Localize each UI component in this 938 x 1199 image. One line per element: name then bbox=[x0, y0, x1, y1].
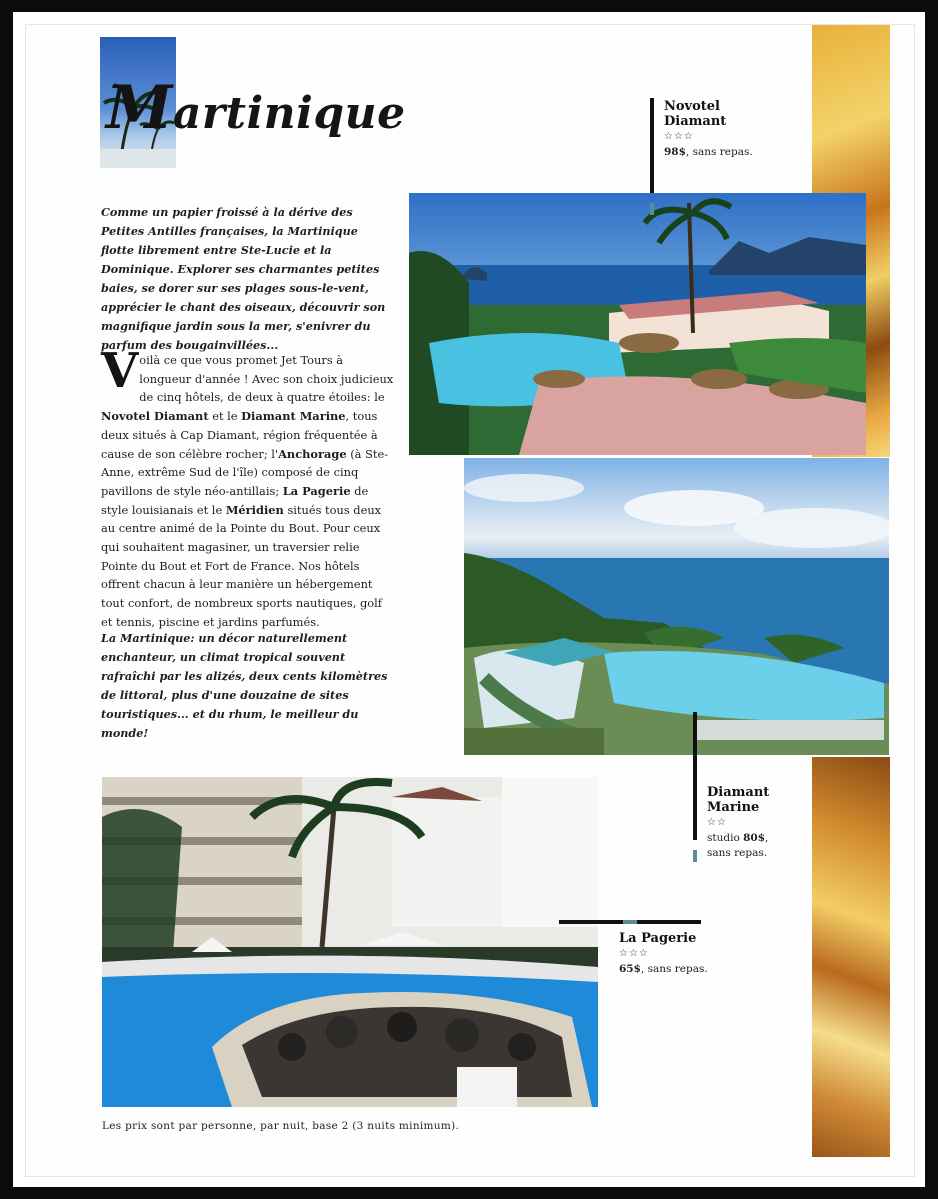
page bbox=[13, 12, 925, 1187]
hotel-name-line2: Diamant bbox=[664, 114, 727, 129]
hotel-divider-accent bbox=[693, 850, 697, 862]
page-title bbox=[106, 73, 406, 143]
decorative-flower-strip-bottom bbox=[812, 757, 890, 1157]
hotel-price bbox=[619, 962, 759, 977]
body-text: oilà ce que vous promet Jet Tours à longueur d'année ! Avec son choix judicieux de cinq hôtels, de deux à quatre étoiles: le bbox=[139, 353, 394, 405]
star-rating-icon: ☆☆☆ bbox=[664, 131, 694, 142]
closing-paragraph: La Martinique: un décor naturellement enchanteur, un climat tropical souvent rafraîchi par les alizés, deux cents kilomètres de littoral, plus d'une douzaine de sites touristiques... et du rhum, le meilleur du monde! bbox=[101, 631, 388, 740]
hotel-divider-accent bbox=[650, 203, 654, 215]
hotel-name-line1: Diamant bbox=[707, 785, 770, 800]
hotel-mention-novotel: Novotel Diamant bbox=[101, 409, 209, 424]
star-rating-icon: ☆☆ bbox=[707, 817, 727, 828]
photo-novotel-diamant bbox=[409, 193, 866, 455]
hotel-mention-anchorage: Anchorage bbox=[278, 446, 347, 461]
body-text: situés tous deux au centre animé de la Pointe du Bout. Pour ceux qui souhaitent magasiner, un traversier relie Pointe du Bout et Fort de France. Nos hôtels offrent chacun à leur manière un hébergement tout confort, de nombreux sports nautiques, golf et tennis, piscine et jardins parfumés. bbox=[101, 502, 383, 629]
price-prefix: studio bbox=[707, 832, 744, 844]
price-value: 80$ bbox=[743, 832, 766, 844]
hotel-name bbox=[707, 800, 807, 815]
hotel-name bbox=[664, 114, 804, 129]
hotel-name-line2: Marine bbox=[707, 800, 760, 815]
photo-diamant-marine-scene bbox=[464, 458, 889, 755]
hotel-name bbox=[664, 99, 804, 114]
body-text: (à Ste-Anne, extrême Sud de l'île) composé de cinq pavillons de style néo-antillais; bbox=[101, 446, 389, 498]
title-rest: artinique bbox=[172, 88, 406, 139]
hotel-card-la-pagerie bbox=[619, 931, 759, 977]
hotel-divider-horizontal bbox=[559, 920, 701, 924]
hotel-card-diamant-marine bbox=[707, 785, 807, 861]
body-text: et le bbox=[208, 409, 242, 424]
price-note: , bbox=[765, 832, 769, 844]
drop-cap: V bbox=[101, 343, 139, 399]
price-note: , sans repas. bbox=[640, 963, 708, 975]
brochure-page bbox=[25, 24, 915, 1177]
price-note: , sans repas. bbox=[685, 146, 753, 158]
body-text: de style louisianais et le bbox=[101, 483, 369, 517]
hotel-price-line2: sans repas. bbox=[707, 847, 768, 859]
intro-paragraph: Comme un papier froissé à la dérive des Petites Antilles françaises, la Martinique flotte librement entre Ste-Lucie et la Dominique. Explorer ses charmantes petites baies, se dorer sur ses plages sous-le-vent, apprécier le chant des oiseaux, découvrir son magnifique jardin sous la mer, s'enivrer du parfum des bougainvillées... bbox=[101, 205, 386, 352]
price-value: 65$ bbox=[619, 963, 641, 975]
hotel-mention-diamant-marine: Diamant Marine bbox=[241, 409, 346, 424]
photo-la-pagerie bbox=[102, 777, 598, 1107]
hotel-price bbox=[664, 145, 804, 160]
photo-la-pagerie-scene bbox=[102, 777, 598, 1107]
hotel-mention-la-pagerie: La Pagerie bbox=[282, 483, 351, 498]
hotel-price bbox=[707, 831, 807, 846]
hotel-name bbox=[707, 785, 807, 800]
title-initial: M bbox=[106, 73, 173, 143]
hotel-card-novotel-diamant bbox=[664, 99, 804, 160]
hotel-mention-meridien: Méridien bbox=[225, 502, 284, 517]
hotel-name bbox=[619, 931, 759, 946]
photo-diamant-marine bbox=[464, 458, 889, 755]
hotel-divider-bar bbox=[650, 98, 654, 193]
price-value: 98$ bbox=[664, 146, 686, 158]
body-paragraph bbox=[101, 343, 396, 632]
body-text: , tous deux situés à Cap Diamant, région fréquentée à cause de son célèbre rocher; l' bbox=[101, 409, 378, 461]
star-rating-icon: ☆☆☆ bbox=[619, 948, 649, 959]
hotel-name-line1: La Pagerie bbox=[619, 931, 697, 946]
photo-novotel-scene bbox=[409, 193, 866, 455]
price-footnote: Les prix sont par personne, par nuit, base 2 (3 nuits minimum). bbox=[102, 1120, 460, 1132]
hotel-name-line1: Novotel bbox=[664, 99, 720, 114]
hotel-divider-bar bbox=[693, 712, 697, 840]
